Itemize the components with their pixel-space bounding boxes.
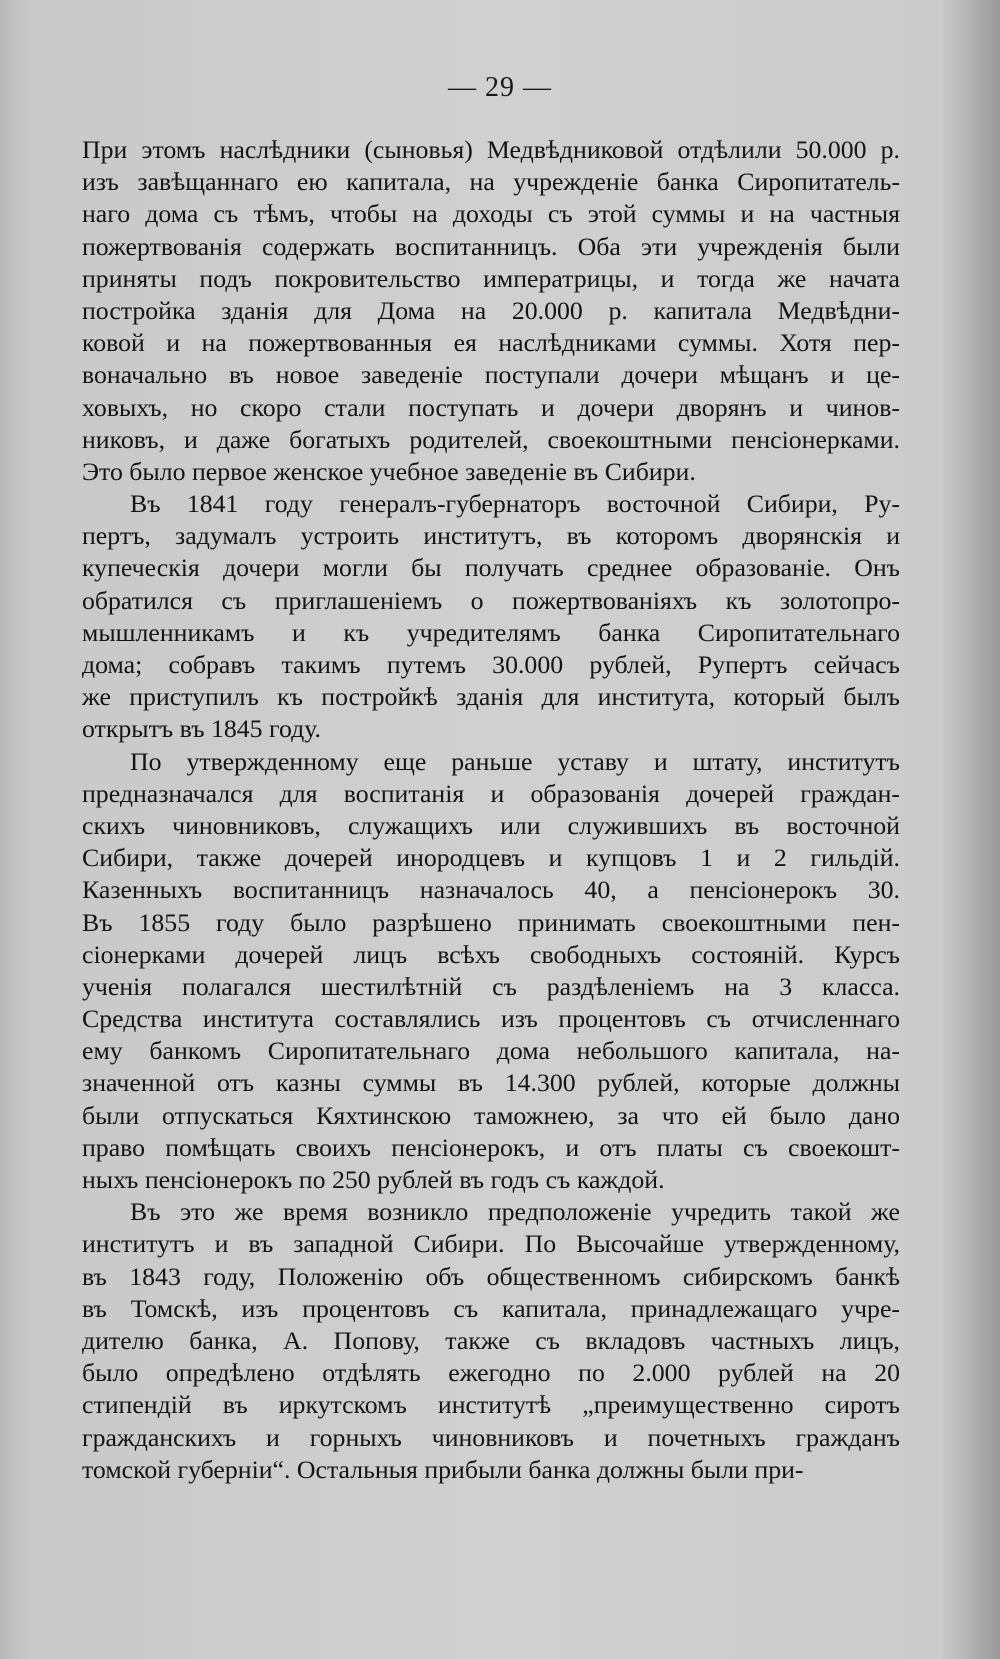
text-line: въ Томскѣ, изъ процентовъ съ капитала, принадлежащаго учре- [82,1293,900,1323]
text-line: ныхъ пенсіонерокъ по 250 рублей въ годъ съ каждой. [82,1165,665,1194]
text-line: воначально въ новое заведеніе поступали дочери мѣщанъ и це- [82,360,900,390]
text-line: Средства института составлялись изъ процентовъ съ отчисленнаго [82,1004,900,1034]
text-line: скихъ чиновниковъ, служащихъ или служившихъ въ восточной [82,810,900,840]
text-line: ему банкомъ Сиропитательнаго дома небольшого капитала, на- [82,1036,900,1066]
text-line: изъ завѣщаннаго ею капитала, на учрежденіе банка Сиропитатель- [82,167,900,197]
paragraph [82,746,900,1197]
paragraph [82,134,900,488]
text-line: По утвержденному еще раньше уставу и штату, институтъ [130,746,900,776]
text-line: дителю банка, А. Попову, также съ вкладовъ частныхъ лицъ, [82,1325,900,1355]
text-line: При этомъ наслѣдники (сыновья) Медвѣдниковой отдѣлили 50.000 р. [82,135,900,164]
text-line: приняты подъ покровительство императрицы, и тогда же начата [82,263,900,293]
text-line: Это было первое женское учебное заведеніе въ Сибири. [82,456,696,486]
text-line: томской губерніи“. Остальныя прибыли банка должны были при- [82,1454,804,1484]
text-line: мышленникамъ и къ учредителямъ банка Сиропитательнаго [82,617,900,647]
text-line: никовъ, и даже богатыхъ родителей, своекоштными пенсіонерками. [82,424,900,454]
text-line: пертъ, задумалъ устроить институтъ, въ которомъ дворянскія и [82,521,900,551]
text-line: Въ 1855 году было разрѣшено принимать своекоштными пен- [82,907,900,937]
text-line: значенной отъ казны суммы въ 14.300 рублей, которые должны [82,1068,900,1098]
paragraph [82,1196,900,1486]
text-line: наго дома съ тѣмъ, чтобы на доходы съ этой суммы и на частныя [82,199,900,229]
page-body-text [82,134,900,1486]
paragraph [82,488,900,746]
text-line: стипендій въ иркутскомъ институтѣ „преимущественно сиротъ [82,1390,900,1420]
text-line: Въ это же время возникло предположеніе учредить такой же [130,1197,900,1227]
text-line: институтъ и въ западной Сибири. По Высочайше утвержденному, [82,1229,900,1259]
text-line: дома; собравъ такимъ путемъ 30.000 рублей, Рупертъ сейчасъ [82,650,900,679]
text-line: ученія полагался шестилѣтній съ раздѣленіемъ на 3 класса. [82,971,900,1001]
text-line: были отпускаться Кяхтинскою таможнею, за что ей было дано [82,1100,900,1130]
text-line: обратился съ приглашеніемъ о пожертвованіяхъ къ золотопро- [82,585,900,615]
text-line: постройка зданія для Дома на 20.000 р. капитала Медвѣдни- [82,295,900,325]
text-line: ковой и на пожертвованныя ея наслѣдниками суммы. Хотя пер- [82,328,900,358]
text-line: же приступилъ къ постройкѣ зданія для института, который былъ [82,682,900,712]
text-line: Сибири, также дочерей инородцевъ и купцовъ 1 и 2 гильдій. [82,843,900,873]
text-line: въ 1843 году, Положенію объ общественномъ сибирскомъ банкѣ [82,1261,900,1291]
text-line: Казенныхъ воспитанницъ назначалось 40, а пенсіонерокъ 30. [82,875,900,905]
text-line: открытъ въ 1845 году. [82,714,322,744]
text-line: Въ 1841 году генералъ-губернаторъ восточной Сибири, Ру- [130,489,900,519]
text-line: ховыхъ, но скоро стали поступать и дочери дворянъ и чинов- [82,392,900,422]
page-number-header: — 29 — [448,72,552,103]
text-line: было опредѣлено отдѣлять ежегодно по 2.000 рублей на 20 [82,1358,900,1388]
text-line: право помѣщать своихъ пенсіонерокъ, и отъ платы съ своекошт- [82,1132,900,1162]
text-line: гражданскихъ и горныхъ чиновниковъ и почетныхъ гражданъ [82,1422,900,1452]
text-line: сіонерками дочерей лицъ всѣхъ свободныхъ состояній. Курсъ [82,939,900,969]
text-line: предназначался для воспитанія и образованія дочерей граждан- [82,778,900,808]
text-line: купеческія дочери могли бы получать среднее образованіе. Онъ [82,553,900,583]
text-line: пожертвованія содержать воспитанницъ. Оба эти учрежденія были [82,231,900,261]
